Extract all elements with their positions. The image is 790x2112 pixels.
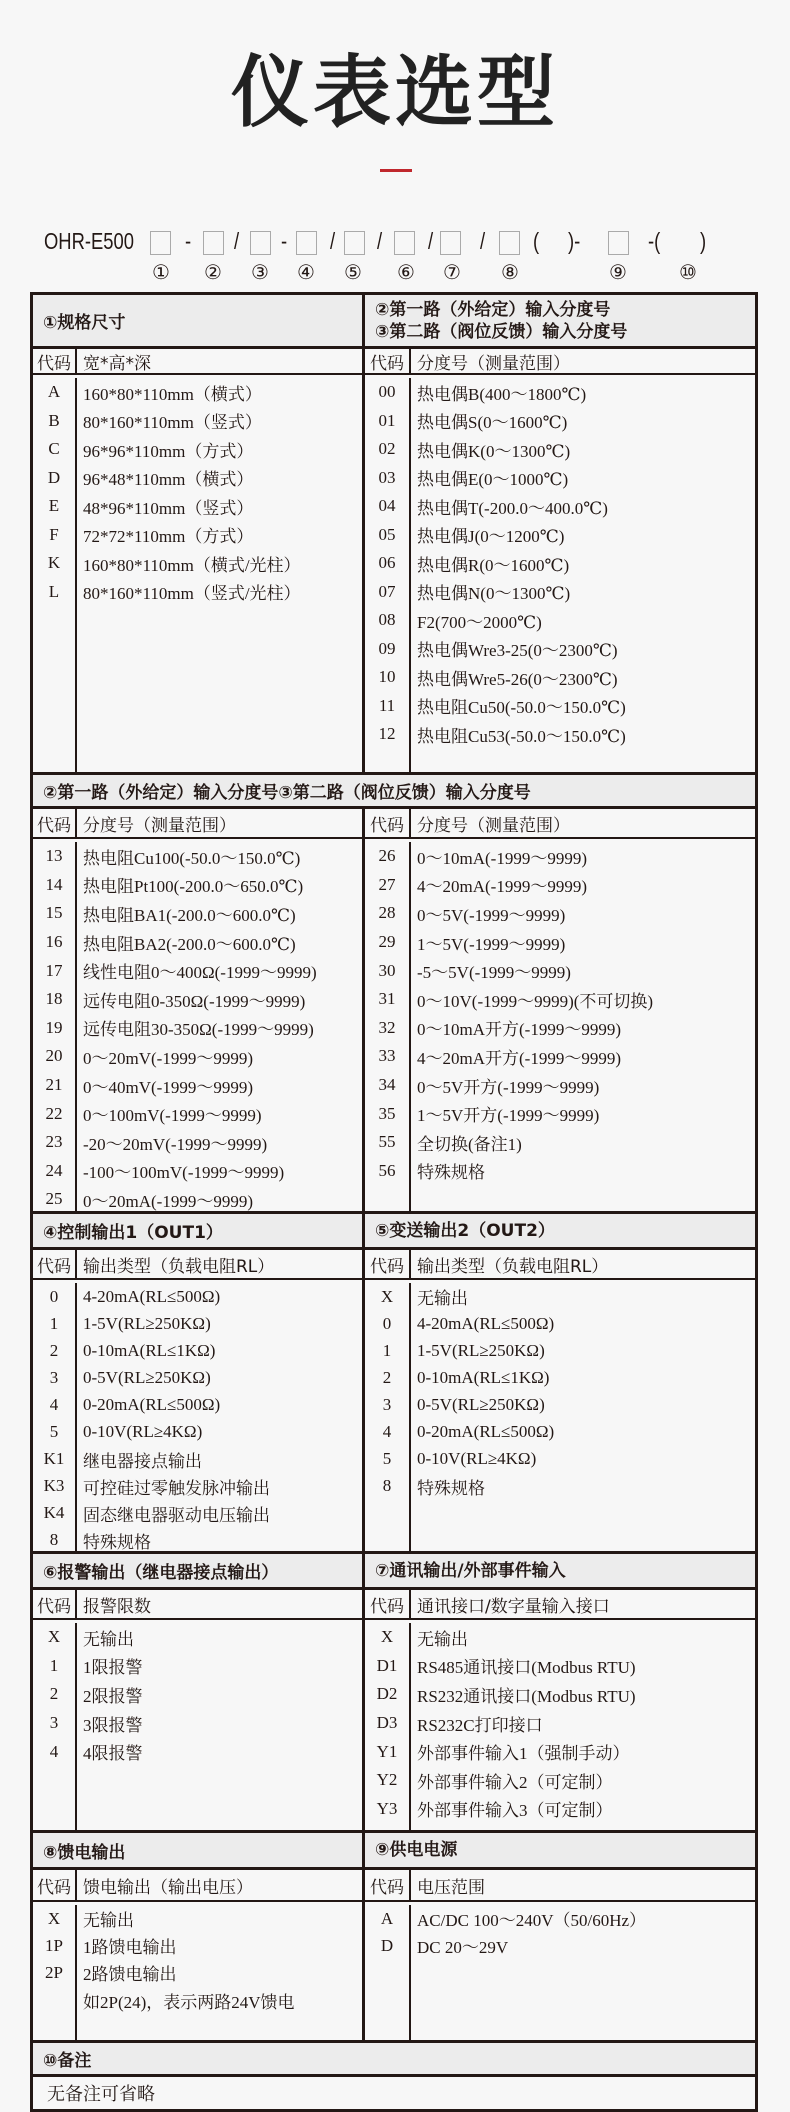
row-description: 外部事件输入3（可定制） <box>417 1801 613 1821</box>
code-slot-box <box>440 231 461 255</box>
row-description: 固态继电器驱动电压输出 <box>83 1505 270 1525</box>
row-description: DC 20～29V <box>417 1938 509 1958</box>
row-code: K <box>47 553 61 573</box>
model-code-line <box>0 0 790 300</box>
row-code: D1 <box>376 1655 398 1675</box>
row-description: 0～100mV(-1999～9999) <box>83 1106 262 1126</box>
row-code: X <box>380 1286 394 1306</box>
row-code: 8 <box>382 1476 392 1496</box>
code-column-header: 代码 <box>33 1590 77 1618</box>
column-header-row <box>33 809 362 839</box>
row-code: 3 <box>49 1367 59 1387</box>
row-description: 热电偶B(400～1800℃) <box>417 384 587 404</box>
description-column-header: 输出类型（负载电阻RL） <box>83 1256 275 1277</box>
row-code: 0 <box>382 1313 392 1333</box>
section-header-line: ②第一路（外给定）输入分度号 <box>375 299 611 320</box>
description-column <box>77 842 362 1211</box>
row-code: K1 <box>43 1449 65 1469</box>
row-description: 0-20mA(RL≤500Ω) <box>83 1394 221 1414</box>
row-description: 4～20mA开方(-1999～9999) <box>417 1048 621 1068</box>
row-description: 热电偶J(0～1200℃) <box>417 527 565 547</box>
table-body <box>365 1620 755 1830</box>
row-code: C <box>48 439 60 459</box>
code-separator: ( <box>533 228 540 254</box>
code-column-header: 代码 <box>33 1870 77 1900</box>
row-description: RS232C打印接口 <box>417 1715 543 1735</box>
description-column-header: 输出类型（负载电阻RL） <box>417 1256 609 1277</box>
spec-section <box>33 775 755 1214</box>
table-body <box>33 839 362 1211</box>
row-description: 无输出 <box>417 1289 468 1309</box>
row-description: 0～20mV(-1999～9999) <box>83 1048 253 1068</box>
code-slot-box <box>499 231 520 255</box>
row-description: 热电阻BA2(-200.0～600.0℃) <box>83 934 296 954</box>
table-body <box>33 1902 362 2040</box>
row-description: 160*80*110mm（横式） <box>83 384 262 404</box>
row-code: 24 <box>45 1160 63 1180</box>
row-description: 远传电阻30-350Ω(-1999～9999) <box>83 1020 314 1040</box>
row-code: 2P <box>45 1962 63 1982</box>
row-description: RS232通讯接口(Modbus RTU) <box>417 1686 636 1706</box>
row-description: 特殊规格 <box>417 1163 485 1183</box>
column-header-row <box>33 1590 362 1620</box>
row-code: 18 <box>45 989 63 1009</box>
row-description: 1-5V(RL≥250KΩ) <box>417 1340 545 1360</box>
row-description: 热电偶R(0～1600℃) <box>417 555 570 575</box>
row-code: 0 <box>49 1286 59 1306</box>
section-header: ②第一路（外给定）输入分度号③第二路（阀位反馈）输入分度号 <box>33 775 755 809</box>
row-code: 35 <box>378 1103 396 1123</box>
column-header-row <box>33 349 362 375</box>
row-code: 12 <box>378 724 396 744</box>
row-description: 160*80*110mm（横式/光柱） <box>83 555 301 575</box>
row-description: 0～5V开方(-1999～9999) <box>417 1077 600 1097</box>
row-description: 1-5V(RL≥250KΩ) <box>83 1313 211 1333</box>
position-label: ③ <box>251 262 269 284</box>
code-separator: / <box>428 228 434 254</box>
row-code: 21 <box>45 1075 63 1095</box>
description-column-header: 分度号（测量范围） <box>417 353 570 374</box>
row-code: 4 <box>382 1422 392 1442</box>
code-slot-box <box>250 231 271 255</box>
code-slot-box <box>296 231 317 255</box>
row-code: X <box>47 1627 61 1647</box>
row-code: 4 <box>49 1741 59 1761</box>
row-code: 23 <box>45 1132 63 1152</box>
code-column <box>33 378 77 772</box>
row-description: 无输出 <box>83 1911 134 1931</box>
row-code: 16 <box>45 932 63 952</box>
description-column-header: 报警限数 <box>83 1596 151 1617</box>
row-description: 外部事件输入2（可定制） <box>417 1772 613 1792</box>
row-code: 1 <box>382 1340 392 1360</box>
row-description: -5～5V(-1999～9999) <box>417 963 571 983</box>
row-code: X <box>380 1627 394 1647</box>
row-description: 无输出 <box>83 1629 134 1649</box>
row-code: A <box>47 382 61 402</box>
left-panel <box>33 349 365 772</box>
row-description: 96*48*110mm（横式） <box>83 470 254 490</box>
code-column-header: 代码 <box>33 349 77 373</box>
row-description: 0～10mA(-1999～9999) <box>417 848 587 868</box>
row-code: 2 <box>49 1340 59 1360</box>
row-description: 0-10mA(RL≤1KΩ) <box>83 1340 216 1360</box>
row-code: D2 <box>376 1684 398 1704</box>
code-separator: -( <box>648 228 661 254</box>
code-separator: / <box>480 228 486 254</box>
table-body <box>365 1280 755 1551</box>
position-label: ① <box>152 262 170 284</box>
code-separator: ) <box>700 228 707 254</box>
row-description: 96*96*110mm（方式） <box>83 441 254 461</box>
row-code <box>33 1987 75 2014</box>
right-panel <box>365 349 755 772</box>
row-description: 热电阻Cu50(-50.0～150.0℃) <box>417 698 626 718</box>
position-label: ⑧ <box>501 262 519 284</box>
section-header: ⑧馈电输出 <box>33 1833 365 1867</box>
table-body <box>33 1620 362 1830</box>
row-code: 00 <box>378 382 396 402</box>
row-description: -100～100mV(-1999～9999) <box>83 1163 285 1183</box>
code-column <box>365 378 411 772</box>
table-body <box>365 375 755 772</box>
row-description: 外部事件输入1（强制手动） <box>417 1744 630 1764</box>
row-description: 热电阻Cu53(-50.0～150.0℃) <box>417 726 626 746</box>
code-slot-box <box>203 231 224 255</box>
row-description: 0～40mV(-1999～9999) <box>83 1077 253 1097</box>
code-slot-box <box>394 231 415 255</box>
column-header-row <box>33 1870 362 1902</box>
row-description: 0-5V(RL≥250KΩ) <box>83 1367 211 1387</box>
code-column <box>33 1623 77 1830</box>
section-header-line: ⑤变送输出2（OUT2） <box>375 1220 555 1241</box>
section-header-row <box>33 295 755 349</box>
description-column <box>77 378 362 772</box>
row-code: 28 <box>378 903 396 923</box>
code-column <box>365 842 411 1211</box>
row-description: 特殊规格 <box>83 1532 151 1552</box>
row-code: D <box>47 467 61 487</box>
row-description: RS485通讯接口(Modbus RTU) <box>417 1658 636 1678</box>
row-code: 20 <box>45 1046 63 1066</box>
description-column-header: 电压范围 <box>417 1877 485 1898</box>
row-code: E <box>48 496 60 516</box>
position-label: ⑥ <box>397 262 415 284</box>
row-code: Y1 <box>376 1741 398 1761</box>
row-code: 1 <box>49 1313 59 1333</box>
row-code: 8 <box>49 1530 59 1550</box>
code-separator: - <box>185 228 192 254</box>
row-code: D3 <box>376 1713 398 1733</box>
row-description: 0～10mA开方(-1999～9999) <box>417 1020 621 1040</box>
row-description: 热电偶Wre3-25(0～2300℃) <box>417 641 618 661</box>
row-description: 48*96*110mm（竖式） <box>83 498 254 518</box>
description-column-header: 宽*高*深 <box>83 353 151 374</box>
row-code: 31 <box>378 989 396 1009</box>
section-header: ⑥报警输出（继电器接点输出） <box>33 1554 365 1587</box>
row-code: 22 <box>45 1103 63 1123</box>
row-description: 0-10V(RL≥4KΩ) <box>417 1449 537 1469</box>
row-description: 热电偶S(0～1600℃) <box>417 413 568 433</box>
position-label: ④ <box>297 262 315 284</box>
section-header <box>365 1214 755 1247</box>
table-body <box>33 1280 362 1551</box>
description-column <box>411 1283 755 1551</box>
row-description: 0～10V(-1999～9999)(不可切换) <box>417 991 654 1011</box>
row-code: 30 <box>378 960 396 980</box>
row-description: 特殊规格 <box>417 1478 485 1498</box>
code-column-header: 代码 <box>365 1870 411 1900</box>
row-code: 56 <box>378 1160 396 1180</box>
description-column <box>411 378 755 772</box>
description-column-header: 分度号（测量范围） <box>417 815 570 836</box>
row-code: K4 <box>43 1503 65 1523</box>
code-separator: / <box>330 228 336 254</box>
code-column <box>365 1623 411 1830</box>
description-column-header: 分度号（测量范围） <box>83 815 236 836</box>
code-column-header: 代码 <box>33 809 77 837</box>
description-column <box>411 842 755 1211</box>
code-slot-box <box>608 231 629 255</box>
spec-section <box>33 1554 755 1833</box>
row-description: 热电阻Cu100(-50.0～150.0℃) <box>83 848 301 868</box>
row-code: 06 <box>378 553 396 573</box>
row-code: X <box>47 1908 61 1928</box>
row-code: 03 <box>378 467 396 487</box>
row-code: 5 <box>382 1449 392 1469</box>
row-code: 55 <box>378 1132 396 1152</box>
spec-section <box>33 1214 755 1554</box>
row-description: 远传电阻0-350Ω(-1999～9999) <box>83 991 306 1011</box>
code-column <box>33 842 77 1211</box>
row-description: 热电偶E(0～1000℃) <box>417 470 569 490</box>
column-header-row <box>33 1250 362 1280</box>
row-code: 2 <box>382 1367 392 1387</box>
row-code: 32 <box>378 1017 396 1037</box>
row-description: 继电器接点输出 <box>83 1451 202 1471</box>
section-header: ①规格尺寸 <box>33 295 365 346</box>
row-code: 3 <box>382 1394 392 1414</box>
left-panel <box>33 1250 365 1551</box>
row-code: 05 <box>378 524 396 544</box>
row-description: 4-20mA(RL≤500Ω) <box>83 1286 221 1306</box>
row-description: 1～5V开方(-1999～9999) <box>417 1106 600 1126</box>
row-description: 0-5V(RL≥250KΩ) <box>417 1394 545 1414</box>
row-code: 27 <box>378 874 396 894</box>
right-panel <box>365 809 755 1211</box>
row-description: 3限报警 <box>83 1715 143 1735</box>
row-description: 热电阻Pt100(-200.0～650.0℃) <box>83 877 304 897</box>
row-description: 0～20mA(-1999～9999) <box>83 1191 253 1211</box>
row-code: 17 <box>45 960 63 980</box>
left-panel <box>33 809 365 1211</box>
row-code: K3 <box>43 1476 65 1496</box>
row-description: F2(700～2000℃) <box>417 612 542 632</box>
row-description: -20～20mV(-1999～9999) <box>83 1134 268 1154</box>
code-column-header: 代码 <box>365 349 411 373</box>
row-description: 热电偶N(0～1300℃) <box>417 584 571 604</box>
row-description: 0-10mA(RL≤1KΩ) <box>417 1367 550 1387</box>
row-description: 0～5V(-1999～9999) <box>417 905 566 925</box>
position-label: ⑨ <box>609 262 627 284</box>
position-label: ⑩ <box>679 262 697 284</box>
section-header <box>365 1554 755 1587</box>
column-header-row <box>365 1250 755 1280</box>
code-separator: )- <box>568 228 581 254</box>
row-code: B <box>48 410 60 430</box>
table-body <box>365 1902 755 2040</box>
code-column <box>365 1905 411 2040</box>
row-description: 1路馈电输出 <box>83 1938 177 1958</box>
code-column-header: 代码 <box>33 1250 77 1278</box>
right-panel <box>365 1590 755 1830</box>
description-column <box>411 1623 755 1830</box>
row-code: A <box>380 1908 394 1928</box>
right-panel <box>365 1870 755 2040</box>
row-code: 34 <box>378 1075 396 1095</box>
section-header <box>365 1833 755 1867</box>
table-body <box>365 839 755 1211</box>
code-column <box>33 1283 77 1551</box>
code-separator: - <box>281 228 288 254</box>
page-title: 仪表选型 <box>230 48 559 138</box>
row-description: 无输出 <box>417 1629 468 1649</box>
row-description: 1限报警 <box>83 1658 143 1678</box>
code-slot-box <box>344 231 365 255</box>
row-description: 4～20mA(-1999～9999) <box>417 877 587 897</box>
row-code: F <box>49 524 59 544</box>
row-code: L <box>48 581 60 601</box>
section-header: ④控制输出1（OUT1） <box>33 1214 365 1247</box>
row-description: 72*72*110mm（方式） <box>83 527 254 547</box>
row-description: 80*160*110mm（竖式） <box>83 413 262 433</box>
row-code: 08 <box>378 610 396 630</box>
row-description: 2限报警 <box>83 1686 143 1706</box>
code-column-header: 代码 <box>365 1590 411 1618</box>
selection-table <box>30 292 758 2112</box>
row-code: 15 <box>45 903 63 923</box>
section-header-row <box>33 1833 755 1870</box>
row-code: 13 <box>45 846 63 866</box>
row-code: 01 <box>378 410 396 430</box>
row-description: 热电偶T(-200.0～400.0℃) <box>417 498 608 518</box>
column-header-row <box>365 809 755 839</box>
row-code: 5 <box>49 1422 59 1442</box>
section-header-line: ⑨供电电源 <box>375 1840 458 1860</box>
position-label: ⑤ <box>344 262 362 284</box>
code-column <box>33 1905 77 2040</box>
row-code: 11 <box>378 695 396 715</box>
row-description: 热电偶Wre5-26(0～2300℃) <box>417 669 618 689</box>
row-code: 2 <box>49 1684 59 1704</box>
row-code: 09 <box>378 638 396 658</box>
row-code: 33 <box>378 1046 396 1066</box>
row-description: 全切换(备注1) <box>417 1134 522 1154</box>
description-column-header: 馈电输出（输出电压） <box>83 1877 253 1898</box>
row-code: 1 <box>49 1655 59 1675</box>
row-code: D <box>380 1935 394 1955</box>
code-column <box>365 1283 411 1551</box>
row-code: 1P <box>45 1935 63 1955</box>
row-description: 0-10V(RL≥4KΩ) <box>83 1422 203 1442</box>
remark-text: 无备注可省略 <box>47 2084 155 2105</box>
right-panel <box>365 1250 755 1551</box>
row-description: 4-20mA(RL≤500Ω) <box>417 1313 555 1333</box>
section-header-row <box>33 1214 755 1250</box>
row-code: 10 <box>378 667 396 687</box>
row-description: 2路馈电输出 <box>83 1965 177 1985</box>
position-label: ⑦ <box>443 262 461 284</box>
section-header-line: ③第二路（阀位反馈）输入分度号 <box>375 321 628 342</box>
row-description: 热电阻BA1(-200.0～600.0℃) <box>83 905 296 925</box>
description-column <box>77 1623 362 1830</box>
table-body <box>33 375 362 772</box>
row-code: 29 <box>378 932 396 952</box>
section-header-line: ⑦通讯输出/外部事件输入 <box>375 1560 566 1581</box>
remark-section <box>33 2043 755 2112</box>
row-code: 02 <box>378 439 396 459</box>
row-code: 14 <box>45 874 63 894</box>
row-description: 4限报警 <box>83 1744 143 1764</box>
code-column-header: 代码 <box>365 1250 411 1278</box>
row-code: Y3 <box>376 1798 398 1818</box>
row-code: 04 <box>378 496 396 516</box>
column-header-row <box>365 1590 755 1620</box>
row-description: AC/DC 100～240V（50/60Hz） <box>417 1911 647 1931</box>
column-header-row <box>365 349 755 375</box>
row-code: 19 <box>45 1017 63 1037</box>
code-separator: / <box>234 228 240 254</box>
left-panel <box>33 1590 365 1830</box>
description-column-header: 通讯接口/数字量输入接口 <box>417 1596 610 1617</box>
row-code: 07 <box>378 581 396 601</box>
row-code: 4 <box>49 1394 59 1414</box>
row-description: 0-20mA(RL≤500Ω) <box>417 1422 555 1442</box>
position-label: ② <box>204 262 222 284</box>
row-code: 3 <box>49 1713 59 1733</box>
section-header-row <box>33 1554 755 1590</box>
row-code: 26 <box>378 846 396 866</box>
description-column <box>77 1905 362 2040</box>
remark-header: ⑩备注 <box>33 2043 755 2077</box>
description-column <box>411 1905 755 2040</box>
code-separator: / <box>377 228 383 254</box>
spec-section <box>33 1833 755 2043</box>
row-description: 线性电阻0～400Ω(-1999～9999) <box>83 963 317 983</box>
row-description: 如2P(24)，表示两路24V馈电 <box>83 1992 295 2012</box>
code-slot-box <box>150 231 171 255</box>
row-description: 可控硅过零触发脉冲输出 <box>83 1478 270 1498</box>
row-code: 25 <box>45 1189 63 1209</box>
column-header-row <box>365 1870 755 1902</box>
spec-section <box>33 295 755 775</box>
model-prefix: OHR-E500 <box>44 228 134 254</box>
section-header <box>365 295 755 346</box>
row-description: 80*160*110mm（竖式/光柱） <box>83 584 301 604</box>
description-column <box>77 1283 362 1551</box>
row-description: 热电偶K(0～1300℃) <box>417 441 571 461</box>
row-description: 1～5V(-1999～9999) <box>417 934 566 954</box>
code-column-header: 代码 <box>365 809 411 837</box>
left-panel <box>33 1870 365 2040</box>
row-code: Y2 <box>376 1770 398 1790</box>
